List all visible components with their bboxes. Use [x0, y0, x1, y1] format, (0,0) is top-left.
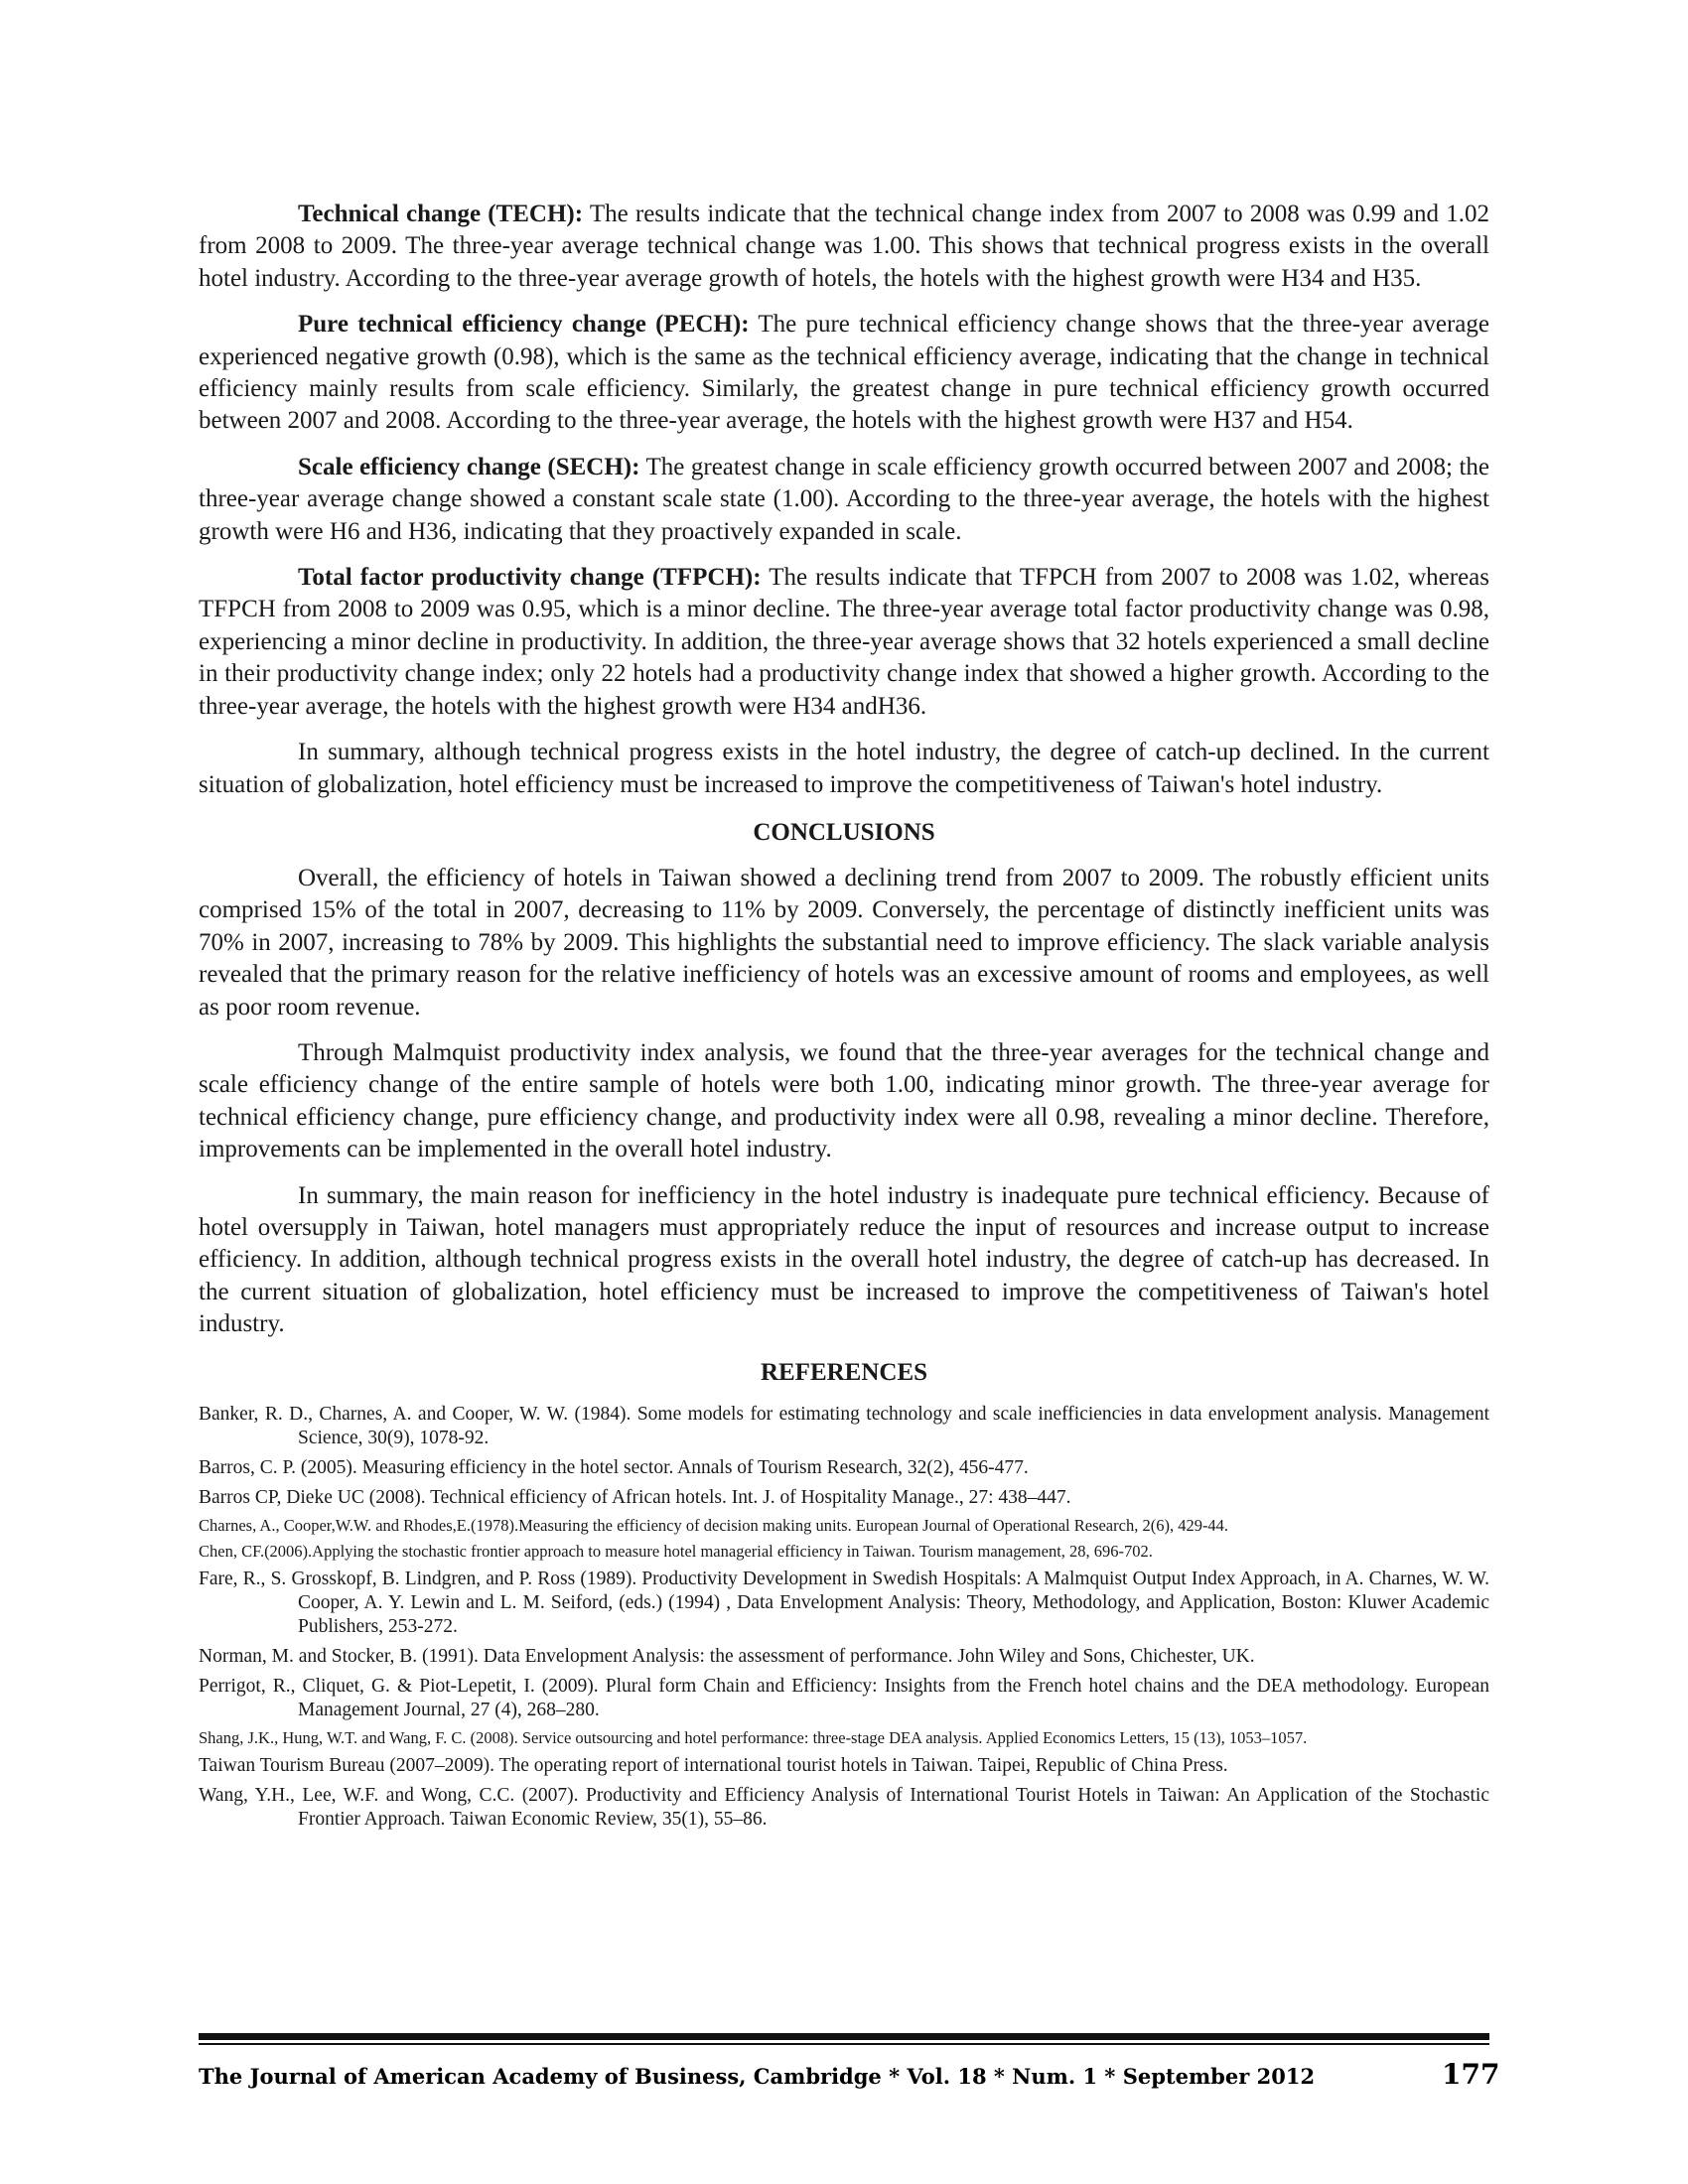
references-heading: REFERENCES	[760, 1358, 928, 1386]
paragraph-lead: Scale efficiency change (SECH):	[298, 453, 640, 480]
reference-item: Wang, Y.H., Lee, W.F. and Wong, C.C. (2007). Productivity and Efficiency Analysis of International Tourist Hotels in Taiwan: An Application of the Stochastic Frontier Approach. Taiwan Economic Review, 35(1), 55–86.	[199, 1784, 1489, 1830]
paragraph-tech	[199, 199, 1489, 295]
conclusions-paragraph: Through Malmquist productivity index analysis, we found that the three-year averages for the technical change and scale efficiency change of the entire sample of hotels were both 1.00, indicating minor growth. The three-year average for technical efficiency change, pure efficiency change, and productivity index were all 0.98, revealing a minor decline. Therefore, improvements can be implemented in the overall hotel industry.	[199, 1038, 1489, 1163]
reference-item: Norman, M. and Stocker, B. (1991). Data Envelopment Analysis: the assessment of performance. John Wiley and Sons, Chichester, UK.	[199, 1645, 1255, 1667]
paragraph-lead: Technical change (TECH):	[298, 201, 584, 227]
page-footer	[199, 2058, 1500, 2098]
page-number: 177	[1442, 2058, 1500, 2091]
paragraph-tfpch	[199, 562, 1489, 723]
reference-item: Fare, R., S. Grosskopf, B. Lindgren, and P. Ross (1989). Productivity Development in Swedish Hospitals: A Malmquist Output Index Approach, in A. Charnes, W. W. Cooper, A. Y. Lewin and L. M. Seiford, (eds.) (1994) , Data Envelopment Analysis: Theory, Methodology, and Application, Boston: Kluwer Academic Publishers, 253-272.	[199, 1568, 1489, 1637]
conclusions-paragraph: In summary, the main reason for inefficiency in the hotel industry is inadequate pure technical efficiency. Because of hotel oversupply in Taiwan, hotel managers must appropriately reduce the input of resources and increase output to increase efficiency. In addition, although technical progress exists in the overall hotel industry, the degree of catch-up has decreased. In the current situation of globalization, hotel efficiency must be increased to improve the competitiveness of Taiwan's hotel industry.	[199, 1181, 1489, 1338]
paragraph-text: The pure technical efficiency change shows that the three-year average experienced negative growth (0.98), which is the same as the technical efficiency average, indicating that the change in technical efficiency mainly results from scale efficiency. Similarly, the greatest change in pure technical efficiency growth occurred between 2007 and 2008. According to the three-year average, the hotels with the highest growth were H37 and H54.	[199, 311, 1490, 435]
reference-item: Barros, C. P. (2005). Measuring efficiency in the hotel sector. Annals of Tourism Research, 32(2), 456-477.	[199, 1456, 1029, 1478]
reference-item: Perrigot, R., Cliquet, G. & Piot-Lepetit, I. (2009). Plural form Chain and Efficiency: Insights from the French hotel chains and the DEA methodology. European Management Journal, 27 (4), 268–280.	[199, 1675, 1489, 1720]
paragraph-summary	[199, 737, 1489, 801]
reference-item: Shang, J.K., Hung, W.T. and Wang, F. C. (2008). Service outsourcing and hotel performance: three-stage DEA analysis. Applied Economics Letters, 15 (13), 1053–1057.	[199, 1727, 1308, 1747]
reference-item: Barros CP, Dieke UC (2008). Technical efficiency of African hotels. Int. J. of Hospitality Manage., 27: 438–447.	[199, 1486, 1071, 1508]
reference-item: Charnes, A., Cooper,W.W. and Rhodes,E.(1978).Measuring the efficiency of decision making units. European Journal of Operational Research, 2(6), 429-44.	[199, 1515, 1229, 1535]
reference-list	[199, 1403, 1489, 1832]
paragraph-lead: Total factor productivity change (TFPCH):	[298, 564, 762, 592]
paragraph-text: The results indicate that the technical change index from 2007 to 2008 was 0.99 and 1.02 from 2008 to 2009. The three-year average technical change was 1.00. This shows that technical progress exists in the overall hotel industry. According to the three-year average growth of hotels, the hotels with the highest growth were H34 and H35.	[199, 201, 1489, 292]
conclusions-heading: CONCLUSIONS	[753, 818, 935, 846]
footer-journal-title: The Journal of American Academy of Business, Cambridge * Vol. 18 * Num. 1 * September 2012	[199, 2064, 1316, 2089]
paragraph-text: The greatest change in scale efficiency growth occurred between 2007 and 2008; the three-year average change showed a constant scale state (1.00). According to the three-year average, the hotels with the highest growth were H6 and H36, indicating that they proactively expanded in scale.	[199, 453, 1489, 545]
footer-rule-thin	[199, 2043, 1489, 2045]
paragraph-text: The results indicate that TFPCH from 2007 to 2008 was 1.02, whereas TFPCH from 2008 to 2009 was 0.95, which is a minor decline. The three-year average total factor productivity change was 0.98, experiencing a minor decline in productivity. In addition, the three-year average shows that 32 hotels experienced a small decline in their productivity change index; only 22 hotels had a productivity change index that showed a higher growth. According to the three-year average, the hotels with the highest growth were H34 andH36.	[199, 564, 1489, 720]
paragraph-sech	[199, 452, 1489, 548]
reference-item: Chen, CF.(2006).Applying the stochastic frontier approach to measure hotel managerial efficiency in Taiwan. Tourism management, 28, 696-702.	[199, 1541, 1153, 1561]
paragraph-pech	[199, 309, 1489, 438]
paragraph-lead: Pure technical efficiency change (PECH):	[298, 311, 750, 339]
reference-item: Banker, R. D., Charnes, A. and Cooper, W. W. (1984). Some models for estimating technology and scale inefficiencies in data envelopment analysis. Management Science, 30(9), 1078-92.	[199, 1403, 1489, 1448]
reference-item: Taiwan Tourism Bureau (2007–2009). The operating report of international tourist hotels in Taiwan. Taipei, Republic of China Press.	[199, 1754, 1228, 1776]
conclusions-paragraph: Overall, the efficiency of hotels in Taiwan showed a declining trend from 2007 to 2009. The robustly efficient units comprised 15% of the total in 2007, decreasing to 11% by 2009. Conversely, the percentage of distinctly inefficient units was 70% in 2007, increasing to 78% by 2009. This highlights the substantial need to improve efficiency. The slack variable analysis revealed that the primary reason for the relative inefficiency of hotels was an excessive amount of rooms and employees, as well as poor room revenue.	[199, 864, 1489, 1021]
footer-rule-thick	[199, 2033, 1489, 2040]
paragraph-text: In summary, although technical progress exists in the hotel industry, the degree of catch-up declined. In the current situation of globalization, hotel efficiency must be increased to improve the competitiveness of Taiwan's hotel industry.	[199, 739, 1489, 798]
page-content	[199, 199, 1489, 1838]
